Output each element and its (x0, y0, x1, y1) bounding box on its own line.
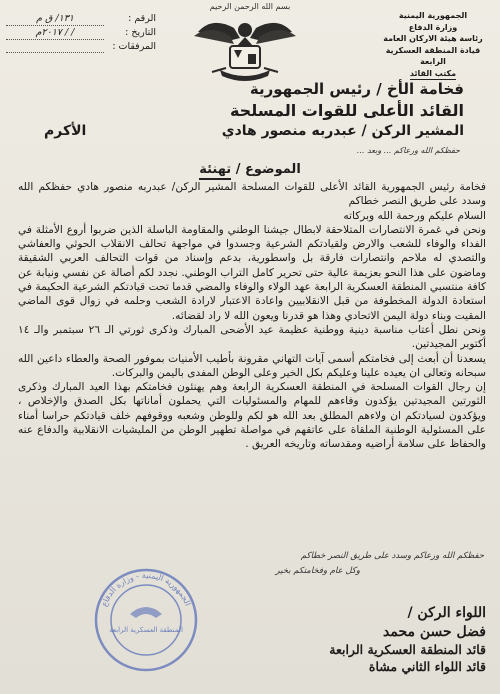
body-paragraph: ونحن نطل أعتاب مناسبة دينية ووطنية عظيمة عيد الأضحى المبارك وذكرى ثورتي الـ ٢٦ سبتمبر والـ ١٤ أكتوبر المجيدتين. (18, 323, 486, 351)
signature-block (246, 604, 486, 675)
organization-block (374, 10, 492, 80)
signature-subtitle: قائد اللواء الثاني مشاة (368, 659, 486, 674)
body-paragraph: السلام عليكم ورحمة الله وبركاته (343, 209, 486, 222)
body-paragraph: فخامة رئيس الجمهورية القائد الأعلى للقوات المسلحة المشير الركن/ عبدربه منصور هادي حفظكم الله وسدد على طريق النصر خطاكم (18, 181, 486, 208)
stamp-ring-text: الجمهورية اليمنية - وزارة الدفاع (99, 570, 193, 608)
ref-label: التاريخ : (125, 27, 156, 38)
ref-value (6, 40, 104, 53)
org-line: وزارة الدفاع (408, 22, 458, 32)
org-line: قيادة المنطقة العسكرية الرابعة (385, 45, 481, 66)
reference-box (6, 12, 156, 53)
body-paragraph: إن رجال القوات المسلحة في المنطقة العسكرية الرابعة وهم يهنئون فخامتكم بهذا العيد المبارك وذكرى الثورتين المجيدتين يؤكدون وفاءهم للمهام والمسئوليات التي يحملون أماناتها بكل الصدق والإخلاص ، ويؤكدون لسيادتكم ان ولاءهم المطلق بعد الله هو لكم وللوطن وشعبه ووقوفهم خلف قيادتكم حراسا أمناء على المسئولية الوطنية الملقاة على عاتقهم في مواصلة تطهير الوطن من المليشيات الانقلابية والدفاع عنه والحفاظ على سلامة أراضيه ومقدساته وتاريخه العريق . (18, 381, 486, 451)
signature-title: قائد المنطقة العسكرية الرابعة (329, 642, 486, 657)
signature-rank: اللواء الركن / (407, 605, 486, 621)
ref-number-row (6, 12, 156, 26)
body-paragraph: يسعدنا أن أبعث إلى فخامتكم أسمى آيات التهاني مقرونة بأطيب الأمنيات بموفور الصحة والعطاء داعين الله سبحانه وتعالى ان يعيده علينا وعليكم بكل الخير وعلى الوطن المفدى باليمن والبركات. (18, 352, 486, 379)
body-paragraph: ونحن في غمرة الانتصارات المتلاحقة لابطال جيشنا الوطني والمقاومة الباسلة الذين ضربوا أروع الأمثلة في الفداء والوفاء للشعب والارض ولقيادتكم الشرعية وجسدوا في مواجهة تحالف الانقلاب الحوثي والعفاشي والتصدي له ملاحم وانتصارات فارقة بل واسطورية، بدعم وإسناد من قوات التحالف العربي الشقيقة وماضون على هذا النحو بعزيمة عالية حتى تحرير كامل التراب الوطني. نجدد لكم أصالة عن نفسي ونيابة عن كافة منتسبي المنطقة العسكرية الرابعة عهد الولاء والوفاء والمضي قدما تحت قيادتكم الشرعية الحكيمة في استعادة الدولة المخطوفة من قبل الانقلابيين واعادة الاعتبار لارادة الشعب وحلمه في زوال قوى الماضي المقيت وبناء دولة اليمن الاتحادي وهذا هو قدرنا ويعون الله لا راد لقضائه. (18, 223, 486, 322)
subject-value: تهنئة (199, 162, 231, 180)
addressee-name: المشير الركن / عبدربه منصور هادي (221, 123, 464, 139)
signature-name: فضل حسن محمد (383, 624, 486, 640)
letter-body (18, 180, 486, 452)
org-line-office: مكتب القائد (410, 68, 456, 81)
org-line: رئاسة هيئة الاركان العامة (383, 34, 483, 43)
addressee-line-1: فخامة الأخ / رئيس الجمهورية (249, 80, 464, 98)
ref-label: المرفقات : (112, 41, 156, 52)
greeting: حفظكم الله ورعاكم ... وبعد ... (356, 146, 460, 155)
ref-label: الرقم : (128, 13, 156, 24)
addressee-line-2: القائد الأعلى للقوات المسلحة (229, 101, 464, 120)
honorific: الأكرم (44, 123, 87, 139)
subject-line (0, 162, 500, 177)
closing-line-2: وكل عام وفخامتكم بخير (275, 566, 360, 576)
subject-label: الموضوع / (235, 162, 301, 177)
basmala: بسم الله الرحمن الرحيم (209, 2, 291, 11)
closing-line-1: حفظكم الله ورعاكم وسدد على طريق النصر خطاكم (300, 551, 484, 561)
official-stamp (92, 566, 200, 674)
stamp-center-text: المنطقة العسكرية الرابعة (109, 626, 183, 634)
ref-date-row (6, 26, 156, 40)
addressee-line-3 (34, 123, 464, 139)
ref-attachments-row (6, 40, 156, 53)
eagle-emblem-icon (190, 10, 300, 88)
ref-value: ١٣١/ ق م (6, 12, 104, 26)
ref-value: / / ٢٠١٧م (6, 26, 104, 40)
org-line: الجمهورية اليمنية (398, 11, 468, 20)
